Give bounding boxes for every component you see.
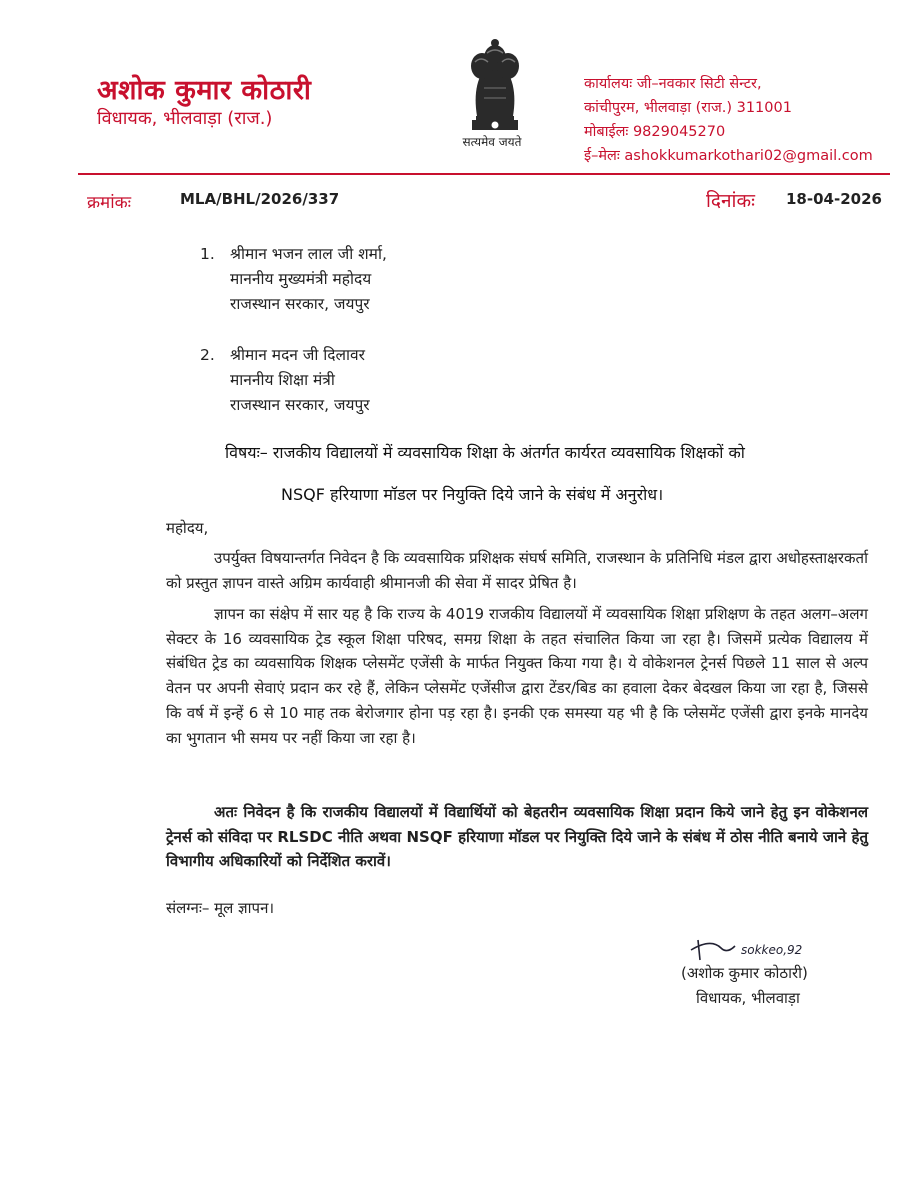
addressee-title: माननीय मुख्यमंत्री महोदय (230, 270, 372, 288)
mobile-number: 9829045270 (632, 124, 726, 140)
sender-name: अशोक कुमार कोठारी (97, 75, 312, 106)
addressee-name: श्रीमान मदन जी दिलावर (230, 346, 365, 364)
email-row (584, 144, 873, 168)
signatory-designation: विधायक, भीलवाड़ा (696, 989, 800, 1007)
body-paragraph-1: उपर्युक्त विषयान्तर्गत निवेदन है कि व्यवसायिक प्रशिक्षक संघर्ष समिति, राजस्थान के प्रतिनिधि मंडल द्वारा अधोहस्ताक्षरकर्ता को प्रस्तुत ज्ञापन वास्ते अग्रिम कार्यवाही श्रीमानजी की सेवा में सादर प्रेषित है। (166, 549, 868, 592)
enclosure-note: संलग्नः– मूल ज्ञापन। (166, 899, 275, 917)
office-address-line2 (584, 96, 873, 120)
header-divider (78, 173, 890, 175)
signatory-name: (अशोक कुमार कोठारी) (681, 964, 808, 982)
mobile-label: मोबाईलः (584, 124, 629, 140)
body-paragraph-3: अतः निवेदन है कि राजकीय विद्यालयों में विद्यार्थियों को बेहतरीन व्यवसायिक शिक्षा प्रदान किये जाने हेतु इन वोकेशनल ट्रेनर्स को संविदा पर RLSDC नीति अथवा NSQF हरियाणा मॉडल पर नियुक्ति दिये जाने के संबंध में ठोस नीति बनाये जाने हेतु विभागीय अधिकारियों को निर्देशित करावें। (166, 803, 868, 871)
body-paragraph-2: ज्ञापन का संक्षेप में सार यह है कि राज्य के 4019 राजकीय विद्यालयों में व्यवसायिक शिक्षा प्रशिक्षण के तहत अलग–अलग सेक्टर के 16 व्यवसायिक ट्रेड स्कूल शिक्षा परिषद, समग्र शिक्षा के तहत संचालित किया जा रहा है। जिसमें प्रत्येक विद्यालय में संबंधित ट्रेड का व्यवसायिक शिक्षक प्लेसमेंट एजेंसी के मार्फत नियुक्त किया गया है। ये वोकेशनल ट्रेनर्स पिछले 11 साल से अल्प वेतन पर अपनी सेवाएं प्रदान कर रहे हैं, लेकिन प्लेसमेंट एजेंसीज द्वारा टेंडर/बिड का हवाला देकर बेदखल किया जा रहा है, जिससे कि वर्ष में इन्हें 6 से 10 माह तक बेरोजगार होना पड़ रहा है। इनकी एक समस्या यह भी है कि प्लेसमेंट एजेंसी द्वारा इनके मानदेय का भुगतान भी समय पर नहीं किया जा रहा है। (166, 605, 868, 747)
addressee-number: 2. (200, 346, 215, 364)
office-address-line1 (584, 72, 873, 96)
addressee-number: 1. (200, 245, 215, 263)
mobile-row (584, 120, 873, 144)
addressee-org: राजस्थान सरकार, जयपुर (230, 396, 370, 414)
date-label: दिनांकः (706, 190, 755, 212)
office-line2: कांचीपुरम, भीलवाड़ा (राज.) 311001 (584, 100, 792, 116)
addressee-org: राजस्थान सरकार, जयपुर (230, 295, 370, 313)
emblem-motto: सत्यमेव जयते (462, 135, 522, 149)
email-label: ई–मेलः (584, 148, 620, 164)
handwritten-signature (686, 936, 886, 966)
subject-line-1: विषयः– राजकीय विद्यालयों में व्यवसायिक शिक्षा के अंतर्गत कार्यरत व्यवसायिक शिक्षकों को (225, 443, 745, 462)
office-line1: जी–नवकार सिटी सेन्टर, (636, 76, 762, 92)
addressee-name: श्रीमान भजन लाल जी शर्मा, (230, 245, 387, 263)
office-label: कार्यालयः (584, 76, 633, 92)
reference-label: क्रमांकः (87, 193, 132, 213)
sender-designation: विधायक, भीलवाड़ा (राज.) (97, 108, 273, 129)
letter-date: 18-04-2026 (786, 190, 882, 208)
salutation: महोदय, (166, 519, 209, 537)
subject-line-2: NSQF हरियाणा मॉडल पर नियुक्ति दिये जाने के संबंध में अनुरोध। (281, 485, 664, 504)
email-address: ashokkumarkothari02@gmail.com (624, 148, 873, 164)
contact-block (584, 72, 873, 168)
reference-number: MLA/BHL/2026/337 (180, 190, 340, 208)
svg-text:sokkeo,92: sokkeo,92 (741, 943, 803, 957)
addressee-title: माननीय शिक्षा मंत्री (230, 371, 335, 389)
